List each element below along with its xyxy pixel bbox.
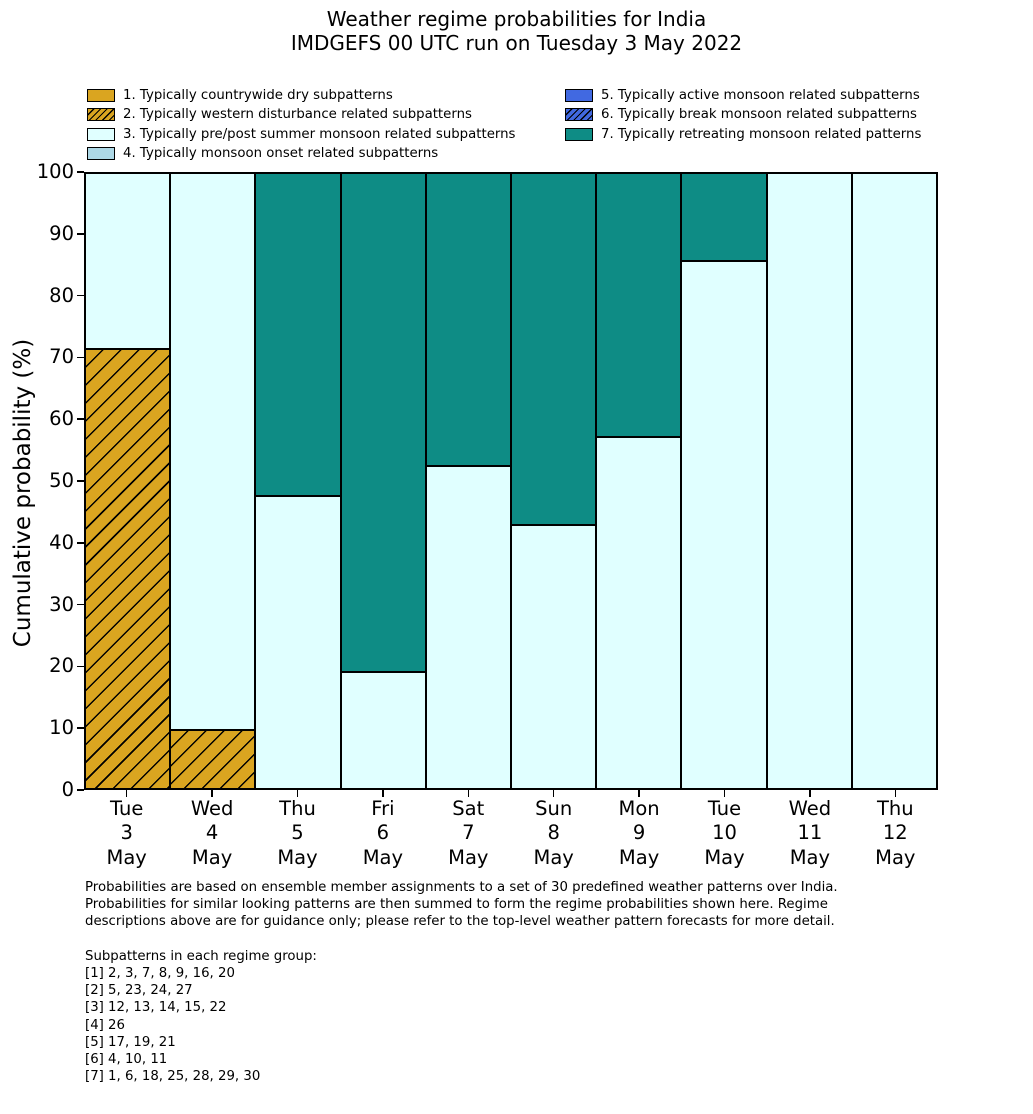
footer-paragraph-line: Probabilities are based on ensemble member assignments to a set of 30 predefined weather patterns over India. [85, 880, 838, 895]
x-tick-label-line: Tue [110, 797, 144, 820]
y-tick-label: 80 [49, 283, 74, 307]
subpatterns-group-line: [4] 26 [85, 1017, 125, 1033]
bar-segment-series-2 [341, 672, 426, 789]
legend-label: 5. Typically active monsoon related subpatterns [601, 88, 920, 104]
x-tick-label [853, 797, 938, 870]
legend-swatch-1 [87, 89, 115, 102]
x-tick-label-line: Thu [279, 797, 316, 820]
bar-segment-series-3 [511, 173, 596, 525]
bar-segment-series-2 [426, 466, 511, 789]
y-tick-label: 20 [49, 654, 74, 678]
x-tick-label-line: May [448, 845, 489, 869]
x-tick-label [682, 797, 767, 870]
x-tick-label-line: Wed [190, 797, 234, 820]
bar-segment-series-2 [767, 173, 852, 789]
y-tick-mark [77, 171, 84, 173]
legend-item [87, 105, 515, 124]
x-tick-label-line: Wed [788, 797, 832, 820]
x-tick-label [426, 797, 511, 870]
footer-spacer [85, 931, 838, 948]
legend-swatch-5 [565, 89, 593, 102]
x-tick-label-line: May [191, 845, 233, 869]
title-line-1: Weather regime probabilities for India [326, 7, 707, 31]
bar-segment-series-3 [255, 173, 340, 496]
x-tick-label-line: Tue [707, 797, 742, 820]
x-tick-mark [126, 790, 128, 797]
chart-title [0, 7, 1033, 55]
y-tick-mark [77, 357, 84, 359]
footer-notes [85, 879, 838, 1085]
subpatterns-group-line: [6] 4, 10, 11 [85, 1052, 168, 1068]
x-tick-mark [809, 790, 811, 797]
x-tick-label-line: Sat [452, 797, 485, 820]
subpatterns-group-line: [7] 1, 6, 18, 25, 28, 29, 30 [85, 1069, 261, 1085]
x-tick-label [511, 797, 596, 870]
y-tick-label: 30 [49, 592, 74, 616]
y-tick-label: 10 [49, 716, 74, 740]
y-tick-label: 0 [61, 778, 74, 801]
legend-label: 6. Typically break monsoon related subpatterns [601, 107, 917, 123]
y-tick-mark [77, 480, 84, 482]
legend-item [87, 144, 515, 163]
y-axis-label: Cumulative probability (%) [10, 338, 36, 648]
x-tick-label-line: 5 [291, 821, 304, 845]
x-tick-mark [724, 790, 726, 797]
legend-label: 1. Typically countrywide dry subpatterns [123, 88, 393, 104]
x-tick-label-line: 6 [376, 821, 390, 845]
bar-segment-series-3 [426, 173, 511, 466]
x-tick-label-line: May [106, 845, 147, 869]
x-tick-mark [297, 790, 299, 797]
legend-item [87, 125, 515, 144]
subpatterns-group-line: [1] 2, 3, 7, 8, 9, 16, 20 [85, 966, 235, 981]
x-tick-label-line: Mon [618, 797, 660, 820]
bar-segment-series-1 [170, 730, 255, 789]
legend-item [565, 105, 921, 124]
title-line-2: IMDGEFS 00 UTC run on Tuesday 3 May 2022 [290, 31, 743, 55]
bar-mon-9-may [596, 173, 681, 789]
bar-fri-6-may [341, 173, 426, 789]
x-tick-label-line: May [618, 845, 660, 869]
legend-label: 3. Typically pre/post summer monsoon related subpatterns [123, 126, 516, 142]
y-tick-mark [77, 542, 84, 544]
y-tick-mark [77, 295, 84, 297]
bar-sun-8-may [511, 173, 596, 789]
plot-area [84, 172, 938, 790]
legend-item [565, 125, 921, 144]
legend-column-right [565, 86, 921, 144]
bar-segment-series-2 [511, 525, 596, 789]
bar-segment-series-2 [170, 173, 255, 730]
x-tick-label [767, 797, 852, 870]
bar-sat-7-may [426, 173, 511, 789]
subpatterns-title: Subpatterns in each regime group: [85, 948, 317, 964]
x-tick-label-line: 7 [462, 821, 475, 845]
x-tick-mark [638, 790, 640, 797]
x-tick-label-line: May [533, 845, 574, 869]
x-tick-mark [211, 790, 213, 797]
x-tick-label-line: 8 [547, 821, 560, 845]
x-tick-mark [468, 790, 470, 797]
bar-segment-series-2 [852, 173, 937, 789]
bar-tue-3-may [85, 173, 170, 789]
x-tick-label [255, 797, 340, 870]
legend-swatch-4 [87, 147, 115, 160]
subpatterns-group-line: [5] 17, 19, 21 [85, 1034, 176, 1050]
y-tick-label: 90 [49, 221, 74, 245]
bar-wed-11-may [767, 173, 852, 789]
footer-paragraph-line: Probabilities for similar looking patterns are then summed to form the regime probabilities shown here. Regime [85, 897, 828, 913]
legend-item [87, 86, 515, 105]
bar-wed-4-may [170, 173, 255, 789]
x-tick-label-line: Thu [876, 797, 914, 820]
bar-segment-series-2 [596, 437, 681, 789]
y-tick-mark [77, 604, 84, 606]
legend-column-left [87, 86, 515, 163]
x-tick-label-line: Sun [535, 797, 573, 820]
subpatterns-group-line: [3] 12, 13, 14, 15, 22 [85, 1000, 227, 1016]
y-tick-label: 40 [49, 530, 74, 554]
y-tick-mark [77, 666, 84, 668]
bar-segment-series-3 [596, 173, 681, 437]
bar-segment-series-2 [255, 496, 340, 789]
x-tick-label-line: 10 [712, 821, 737, 845]
legend-swatch-6 [565, 108, 593, 121]
x-tick-label-line: 12 [882, 821, 908, 845]
bar-thu-12-may [852, 173, 937, 789]
legend-label: 7. Typically retreating monsoon related patterns [601, 126, 922, 142]
x-tick-label-line: May [277, 845, 318, 869]
y-tick-mark [77, 233, 84, 235]
bar-segment-series-3 [681, 173, 766, 261]
x-tick-label [596, 797, 681, 870]
x-tick-label-line: May [789, 845, 831, 869]
legend-swatch-2 [87, 108, 115, 121]
bar-thu-5-may [255, 173, 340, 789]
x-tick-label [169, 797, 254, 870]
x-tick-label-line: 4 [205, 821, 219, 845]
bar-segment-series-1 [85, 349, 170, 789]
subpatterns-group-line: [2] 5, 23, 24, 27 [85, 983, 193, 999]
y-tick-mark [77, 789, 84, 791]
x-tick-label [340, 797, 425, 870]
y-tick-label: 100 [36, 160, 74, 183]
footer-paragraph-line: descriptions above are for guidance only; please refer to the top-level weather pattern forecasts for more detail. [85, 914, 835, 930]
bar-segment-series-2 [85, 173, 170, 349]
y-tick-mark [77, 727, 84, 729]
x-tick-label-line: 3 [120, 821, 133, 845]
x-tick-label-line: 9 [632, 821, 646, 845]
x-tick-label-line: May [875, 845, 916, 869]
legend-swatch-7 [565, 128, 593, 141]
x-tick-label-line: May [362, 845, 404, 869]
x-tick-label-line: 11 [797, 821, 823, 845]
bar-tue-10-may [681, 173, 766, 789]
x-tick-mark [382, 790, 384, 797]
bar-segment-series-2 [681, 261, 766, 789]
x-tick-mark [895, 790, 897, 797]
x-tick-label-line: Fri [371, 797, 395, 820]
y-tick-label: 70 [49, 345, 74, 369]
legend-label: 4. Typically monsoon onset related subpatterns [123, 146, 439, 162]
y-tick-label: 50 [49, 469, 74, 492]
bar-segment-series-3 [341, 173, 426, 672]
legend-item [565, 86, 921, 105]
x-tick-label-line: May [704, 845, 745, 869]
legend-label: 2. Typically western disturbance related subpatterns [123, 107, 472, 123]
legend-swatch-3 [87, 128, 115, 141]
y-tick-label: 60 [49, 407, 74, 431]
x-tick-label [84, 797, 169, 870]
x-tick-mark [553, 790, 555, 797]
y-tick-mark [77, 418, 84, 420]
